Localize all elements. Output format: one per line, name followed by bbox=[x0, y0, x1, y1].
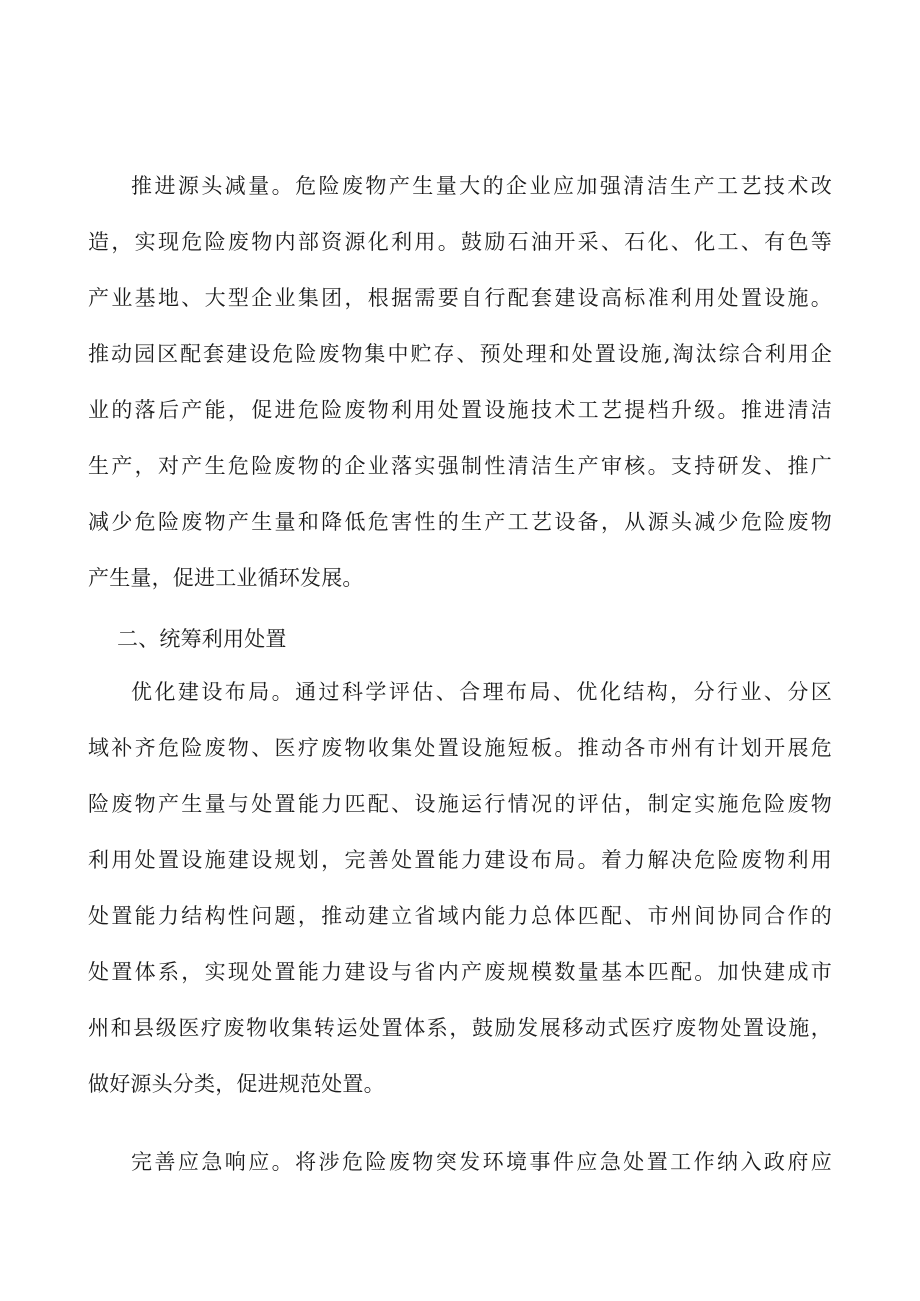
paragraph-line: 处置能力结构性问题，推动建立省域内能力总体匹配、市州间协同合作的 bbox=[88, 904, 832, 928]
paragraph-line: 域补齐危险废物、医疗废物收集处置设施短板。推动各市州有计划开展危 bbox=[88, 736, 832, 760]
paragraph-line: 推进源头减量。危险废物产生量大的企业应加强清洁生产工艺技术改 bbox=[131, 174, 832, 198]
paragraph-line: 造，实现危险废物内部资源化利用。鼓励石油开采、石化、化工、有色等 bbox=[88, 230, 832, 254]
paragraph-line: 险废物产生量与处置能力匹配、设施运行情况的评估，制定实施危险废物 bbox=[88, 792, 832, 816]
paragraph-line: 业的落后产能，促进危险废物利用处置设施技术工艺提档升级。推进清洁 bbox=[88, 398, 832, 422]
paragraph-line: 推动园区配套建设危险废物集中贮存、预处理和处置设施,淘汰综合利用企 bbox=[88, 342, 832, 366]
paragraph-line: 产业基地、大型企业集团，根据需要自行配套建设高标准利用处置设施。 bbox=[88, 286, 832, 310]
paragraph-line: 做好源头分类，促进规范处置。 bbox=[88, 1072, 385, 1096]
paragraph-line: 州和县级医疗废物收集转运处置体系，鼓励发展移动式医疗废物处置设施， bbox=[88, 1016, 832, 1040]
section-heading: 二、统筹利用处置 bbox=[117, 627, 287, 651]
paragraph-line: 产生量，促进工业循环发展。 bbox=[88, 566, 364, 590]
paragraph-line: 减少危险废物产生量和降低危害性的生产工艺设备，从源头减少危险废物 bbox=[88, 510, 832, 534]
paragraph-line: 生产，对产生危险废物的企业落实强制性清洁生产审核。支持研发、推广 bbox=[88, 454, 832, 478]
paragraph-line: 处置体系，实现处置能力建设与省内产废规模数量基本匹配。加快建成市 bbox=[88, 960, 832, 984]
paragraph-line: 完善应急响应。将涉危险废物突发环境事件应急处置工作纳入政府应 bbox=[131, 1150, 832, 1174]
paragraph-line: 优化建设布局。通过科学评估、合理布局、优化结构，分行业、分区 bbox=[131, 680, 832, 704]
paragraph-line: 利用处置设施建设规划，完善处置能力建设布局。着力解决危险废物利用 bbox=[88, 848, 832, 872]
